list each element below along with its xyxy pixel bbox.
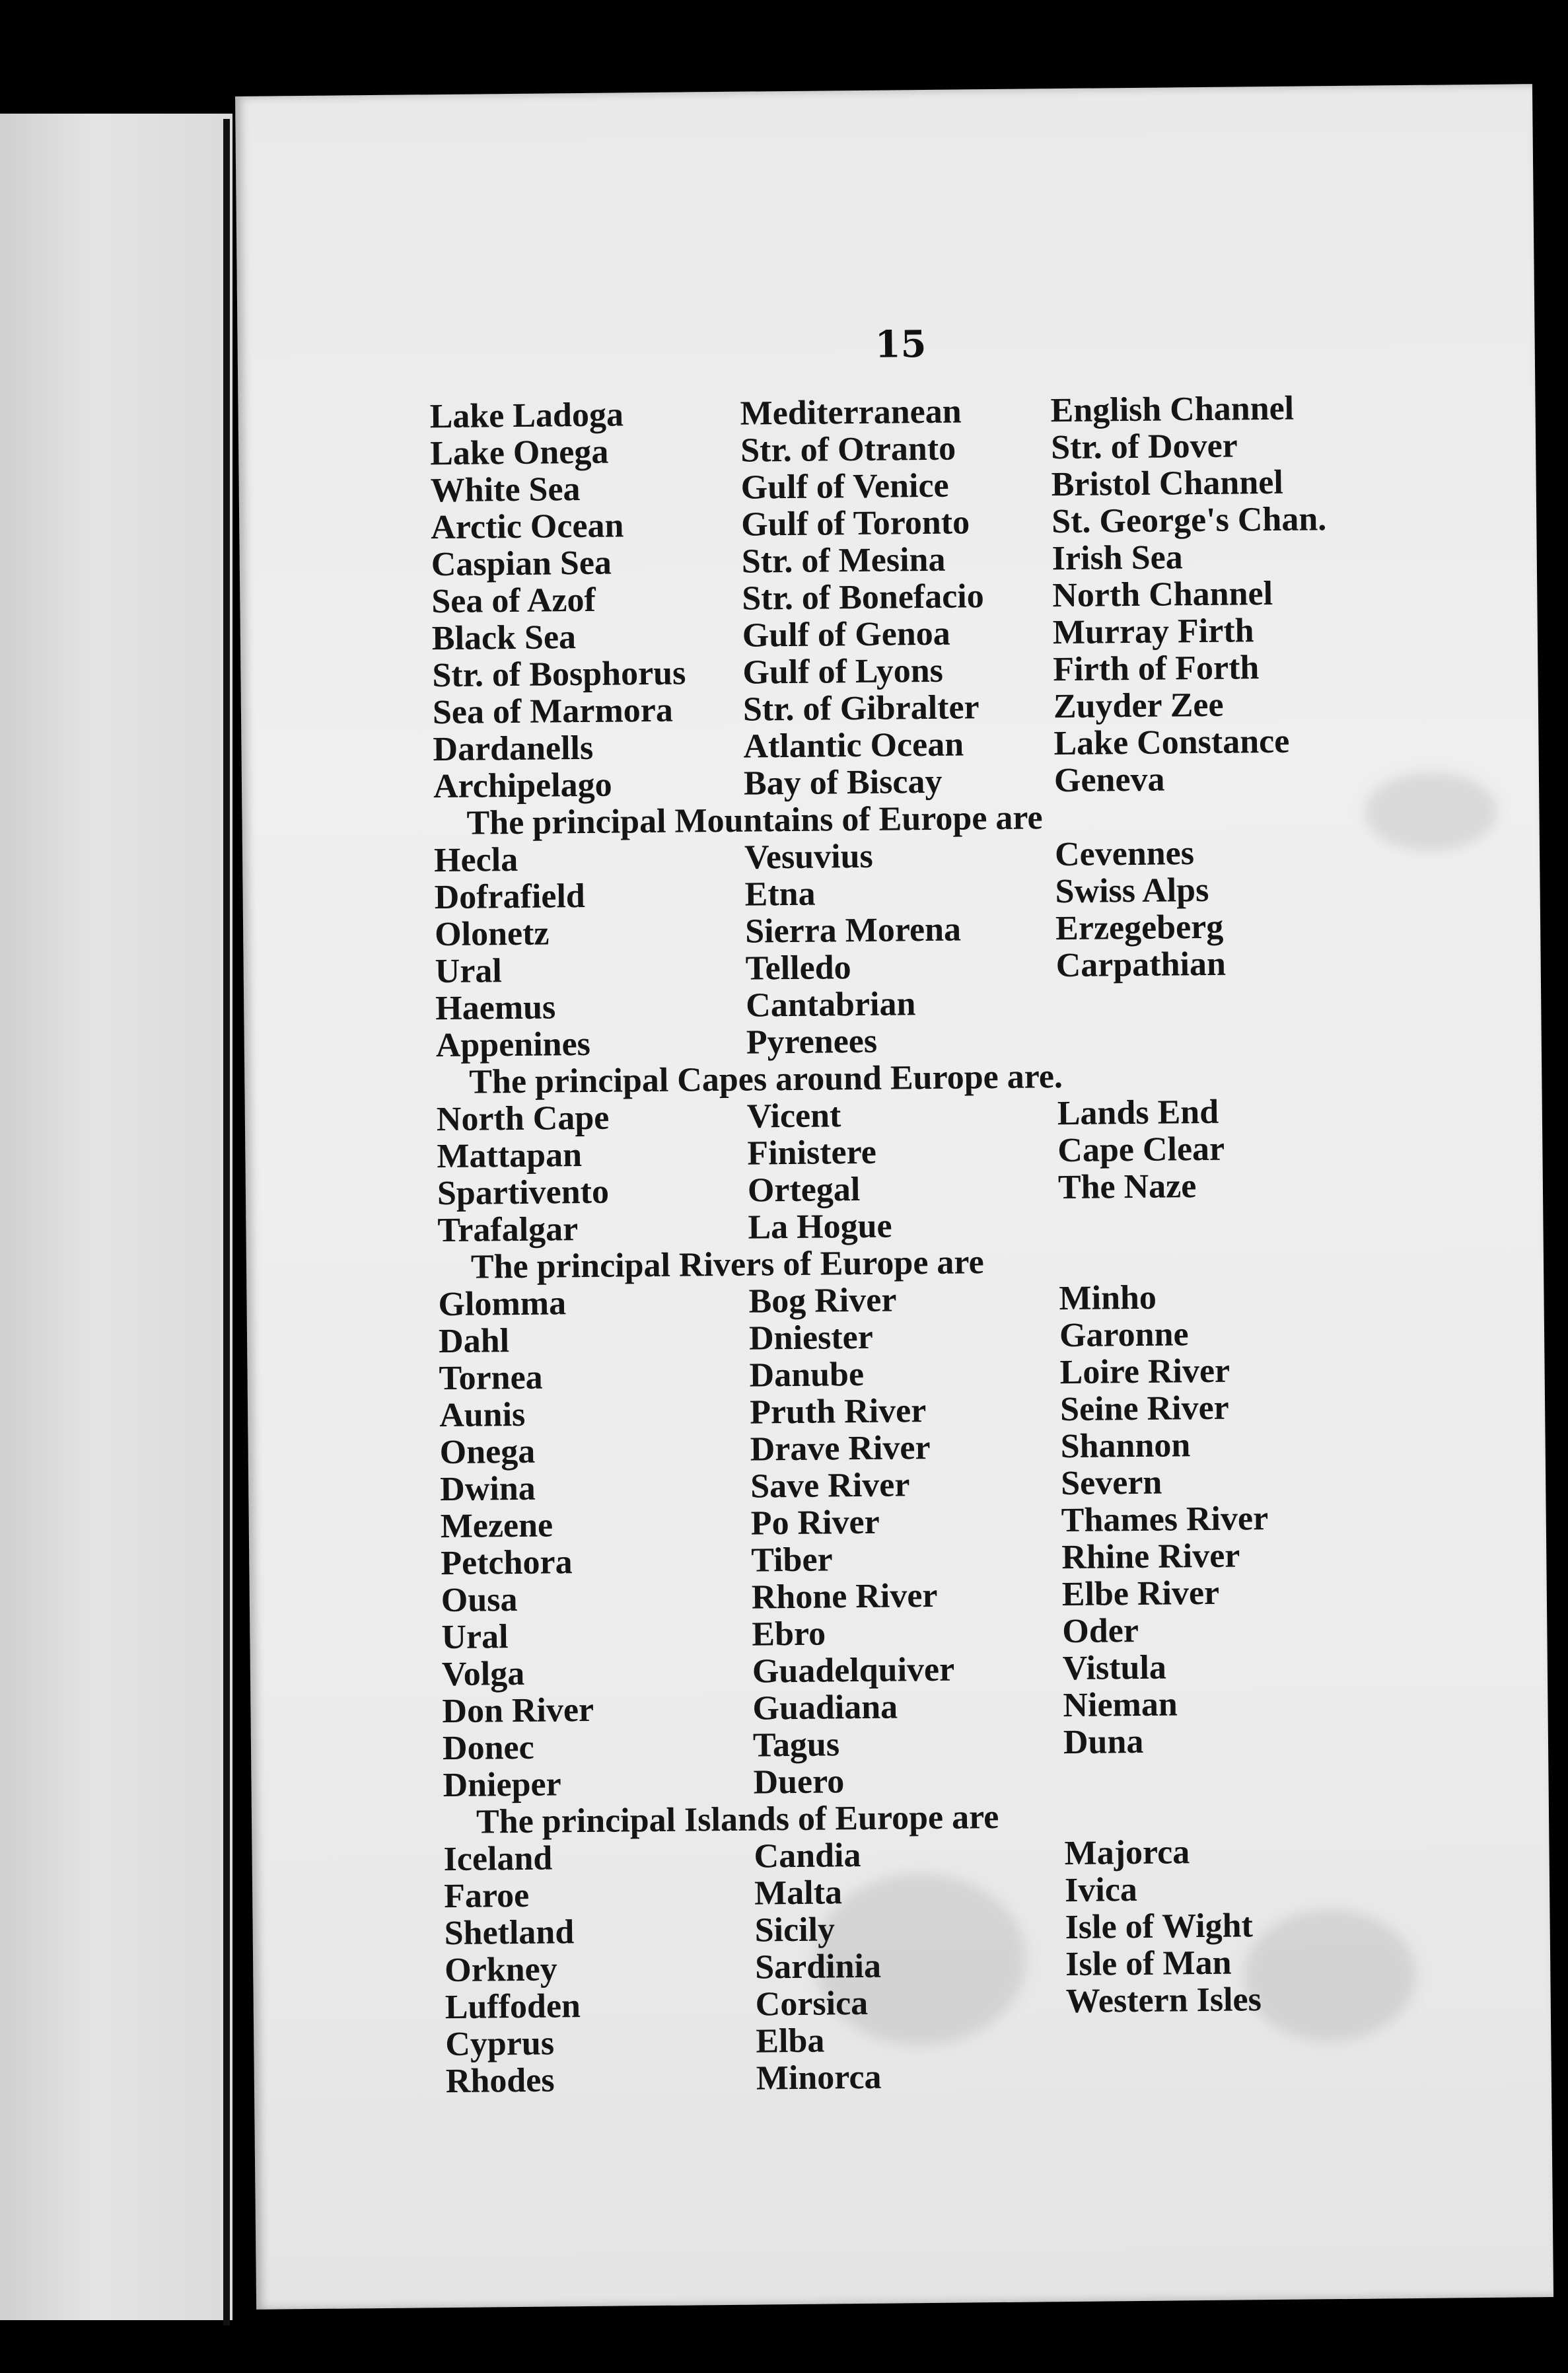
place-name: Dofrafield — [434, 877, 586, 917]
place-name: Tiber — [751, 1541, 833, 1580]
place-name: Garonne — [1059, 1315, 1189, 1355]
place-name: Sardinia — [754, 1947, 882, 1987]
place-name: Erzegeberg — [1055, 908, 1224, 948]
place-name: Po River — [750, 1503, 880, 1543]
place-name: Glomma — [438, 1284, 567, 1324]
place-name: Trafalgar — [437, 1210, 579, 1250]
place-name: Volga — [441, 1654, 525, 1694]
place-name: Gulf of Venice — [740, 466, 949, 507]
place-name: Guadelquiver — [752, 1650, 955, 1691]
place-name: Telledo — [745, 949, 851, 988]
place-name: Vesuvius — [744, 837, 873, 877]
place-name: Spartivento — [437, 1173, 610, 1213]
place-name: North Cape — [436, 1099, 610, 1139]
list-section — [438, 1239, 1526, 1804]
place-name: Cantabrian — [745, 985, 916, 1025]
place-name: Thames River — [1061, 1500, 1269, 1540]
place-name: Petchora — [441, 1543, 573, 1583]
place-name: Etna — [744, 875, 816, 914]
place-name: Corsica — [755, 1984, 869, 2024]
place-name: Aunis — [439, 1395, 526, 1435]
place-name: Irish Sea — [1051, 538, 1183, 578]
section-heading: The principal Mountains of Europe are — [466, 799, 1043, 842]
place-name: Onega — [439, 1432, 536, 1472]
name-columns — [437, 1091, 1521, 1249]
place-name — [1067, 2054, 1437, 2094]
geography-lists — [429, 388, 1529, 2100]
place-name: Atlantic Ocean — [743, 725, 964, 766]
place-name: Str. of Bosphorus — [432, 654, 686, 695]
place-name: Str. of Dover — [1050, 427, 1238, 467]
place-name: Ousa — [441, 1581, 518, 1620]
place-name: Cyprus — [445, 2024, 555, 2064]
place-name: Isle of Wight — [1065, 1907, 1254, 1947]
list-section — [443, 1794, 1529, 2100]
place-name: Rhone River — [751, 1576, 938, 1617]
place-name: Minorca — [756, 2058, 882, 2098]
place-name: Caspian Sea — [431, 544, 612, 584]
place-name: La Hogue — [748, 1207, 892, 1247]
place-name: Vicent — [746, 1097, 841, 1136]
place-name: Dahl — [438, 1322, 510, 1361]
place-name: Severn — [1060, 1463, 1162, 1503]
place-name: Luffoden — [445, 1987, 581, 2027]
place-name: Isle of Man — [1065, 1944, 1232, 1984]
place-name: Mezene — [440, 1506, 553, 1546]
place-name: Duero — [753, 1763, 845, 1802]
place-name: Ural — [435, 952, 503, 991]
place-name: Lake Ladoga — [429, 396, 624, 436]
place-name: Bog River — [748, 1281, 897, 1321]
place-name: Ortegal — [747, 1170, 861, 1210]
place-name: Dnieper — [443, 1765, 561, 1805]
place-name: Sierra Morena — [744, 910, 962, 951]
place-name: Tornea — [439, 1358, 543, 1398]
place-name: Hecla — [433, 840, 518, 880]
place-name — [1056, 1018, 1427, 1058]
place-name: English Channel — [1050, 389, 1295, 430]
place-name: Minho — [1059, 1278, 1157, 1318]
place-name: St. George's Chan. — [1051, 500, 1327, 541]
place-name — [1066, 2017, 1437, 2057]
place-name: Murray Firth — [1052, 612, 1254, 652]
place-name: Dniester — [748, 1318, 874, 1358]
place-name: Shannon — [1060, 1426, 1191, 1466]
place-name: North Channel — [1052, 574, 1273, 615]
place-name: Guadiana — [752, 1688, 898, 1728]
place-name: Don River — [442, 1691, 594, 1731]
place-name: Cevennes — [1054, 834, 1195, 874]
place-name: Orkney — [444, 1950, 557, 1990]
book-gutter — [223, 119, 230, 2325]
place-name: Lands End — [1057, 1093, 1219, 1133]
place-name: Faroe — [443, 1876, 530, 1916]
place-name: Loire River — [1059, 1352, 1230, 1392]
place-name: Seine River — [1059, 1389, 1230, 1429]
place-name: Mattapan — [437, 1136, 583, 1176]
place-name: Sea of Azof — [431, 581, 596, 621]
place-name: Olonetz — [434, 914, 550, 954]
place-name: Ivica — [1064, 1871, 1138, 1910]
place-name: Haemus — [435, 988, 556, 1028]
place-name: Ural — [441, 1618, 509, 1657]
place-name: Pruth River — [749, 1392, 927, 1432]
place-name: Finistere — [747, 1133, 877, 1173]
place-name: Str. of Otranto — [740, 429, 956, 470]
place-name: Shetland — [444, 1913, 575, 1953]
section-heading: The principal Capes around Europe are. — [469, 1058, 1063, 1101]
place-name — [1058, 1203, 1429, 1243]
place-name: Majorca — [1064, 1833, 1190, 1873]
place-name: Malta — [754, 1874, 843, 1913]
list-section — [433, 795, 1519, 1064]
place-name: Elbe River — [1061, 1574, 1220, 1614]
place-name — [1056, 981, 1427, 1021]
list-section — [429, 388, 1516, 805]
place-name: Western Isles — [1065, 1981, 1262, 2021]
section-heading: The principal Islands of Europe are — [476, 1798, 999, 1841]
place-name: Dardanells — [433, 729, 594, 769]
list-section — [436, 1054, 1521, 1249]
place-name: Ebro — [752, 1615, 826, 1654]
place-name: Mediterranean — [740, 392, 962, 433]
place-name: Oder — [1062, 1611, 1139, 1651]
place-name: Str. of Mesina — [741, 540, 946, 581]
place-name: Gulf of Genoa — [742, 614, 951, 655]
place-name: Donec — [442, 1728, 534, 1768]
place-name: Iceland — [443, 1839, 553, 1879]
place-name: Sea of Marmora — [432, 691, 674, 732]
place-name: Drave River — [750, 1428, 931, 1469]
name-columns — [429, 388, 1516, 805]
previous-page-edge — [0, 114, 232, 2320]
place-name: Pyrenees — [746, 1022, 878, 1062]
place-name: The Naze — [1057, 1167, 1197, 1207]
place-name — [1063, 1758, 1434, 1798]
place-name: Swiss Alps — [1055, 871, 1209, 911]
place-name: Zuyder Zee — [1053, 686, 1224, 726]
place-name: Candia — [754, 1837, 861, 1876]
place-name: Nieman — [1063, 1685, 1178, 1725]
place-name: Duna — [1063, 1722, 1144, 1762]
place-name: Str. of Gibralter — [742, 688, 980, 729]
place-name: Vistula — [1062, 1648, 1167, 1688]
place-name: Tagus — [752, 1726, 840, 1765]
place-name: Gulf of Toronto — [740, 503, 970, 544]
place-name: Sicily — [754, 1911, 836, 1950]
place-name: Lake Onega — [429, 433, 609, 473]
place-name: Str. of Bonefacio — [742, 577, 984, 618]
place-name: Cape Clear — [1057, 1130, 1225, 1170]
place-name: Black Sea — [431, 618, 577, 658]
place-name: Bristol Channel — [1051, 463, 1284, 504]
book-page — [235, 84, 1553, 2310]
name-columns — [438, 1276, 1526, 1804]
place-name: Archipelago — [433, 766, 612, 806]
place-name: Danube — [749, 1355, 865, 1395]
place-name: Elba — [756, 2022, 825, 2061]
place-name: White Sea — [430, 470, 581, 510]
place-name: Save River — [750, 1466, 910, 1506]
place-name: Gulf of Lyons — [742, 651, 944, 692]
place-name: Appenines — [435, 1025, 591, 1065]
place-name: Carpathian — [1055, 945, 1227, 985]
place-name: Lake Constance — [1053, 722, 1290, 763]
place-name: Rhine River — [1061, 1537, 1240, 1577]
place-name: Rhodes — [445, 2061, 555, 2101]
page-number: 15 — [874, 322, 927, 367]
place-name: Arctic Ocean — [431, 507, 624, 547]
name-columns — [434, 832, 1519, 1064]
place-name: Dwina — [439, 1469, 536, 1509]
place-name: Geneva — [1053, 760, 1165, 800]
place-name: Firth of Forth — [1053, 649, 1260, 689]
place-name: Bay of Biscay — [743, 762, 943, 803]
section-heading: The principal Rivers of Europe are — [470, 1243, 984, 1286]
name-columns — [443, 1831, 1529, 2100]
